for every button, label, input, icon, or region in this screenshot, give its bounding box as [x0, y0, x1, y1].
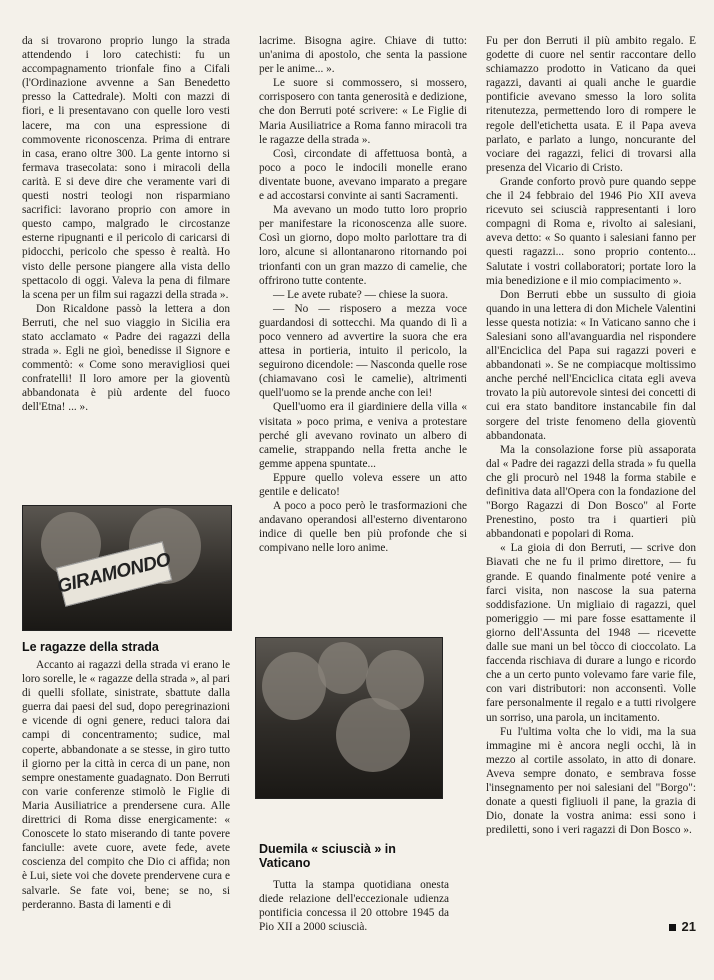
- child-figure: [336, 698, 410, 772]
- paragraph: Fu per don Berruti il più ambito regalo. E godette di cuore nel sentir raccontare dello schiamazzo prodotto in Vaticano da quei ragazzi, davanti ai quali anche le guardie pontificie avevano smesso la loro solita ritenutezza, permettendo loro di rompere le regole dell'etichetta usata. E il Papa aveva parlato, e parlato a lungo, noncurante del vociare dei ragazzi, felici di trovarsi alla presenza del Vicario di Cristo.: [486, 35, 696, 174]
- paragraph: Ma la consolazione forse più assaporata dal « Padre dei ragazzi della strada » fu quella che gli procurò nel 1948 la forma stabile e definitiva data all'Opera con la fondazione del "Borgo Ragazzi di Don Bosco" al Forte Prenestino, posto tra i quartieri più abbandonati e popolari di Roma.: [486, 443, 696, 541]
- paragraph: Ma avevano un modo tutto loro proprio per manifestare la riconoscenza alle suore. Così un giorno, dopo molto parlottare tra di loro, alcune si allontanarono ritornando poi trionfanti con un gran mazzo di camelie, che offrirono tutte contente.: [259, 204, 467, 287]
- section-heading: Le ragazze della strada: [22, 640, 159, 654]
- paragraph: Grande conforto provò pure quando seppe che il 24 febbraio del 1946 Pio XII aveva ricevuto sei sciuscià rappresentanti i loro compagni di Roma e, rivolto ai salesiani, aveva detto: « So quanto i salesiani fanno per questi ragazzi... sono proprio contento... Salutate i vostri collaboratori; portate loro la mia benedizione e il mio compiacimento ».: [486, 175, 696, 287]
- newspaper-sign: GIRAMONDO: [56, 541, 172, 606]
- paragraph: A poco a poco però le trasformazioni che andavano operandosi all'esterno diventarono indice di quelle ben più profonde che si compivano nelle loro anime.: [259, 500, 467, 555]
- column-middle-section: [259, 878, 449, 934]
- photo-boys-newspaper: [22, 505, 232, 631]
- paragraph: Tutta la stampa quotidiana onesta diede relazione dell'eccezionale udienza pontificia concessa il 20 ottobre 1945 da Pio XII a 2000 sciuscià.: [259, 879, 449, 934]
- paragraph: Eppure quello voleva essere un atto gentile e delicato!: [259, 471, 467, 498]
- paragraph: lacrime. Bisogna agire. Chiave di tutto: un'anima di apostolo, che senta la passione per le anime... ».: [259, 35, 467, 76]
- paragraph: Le suore si commossero, si mossero, corrisposero con tanta generosità e dedizione, che don Berruti poté scrivere: « Le Figlie di Maria Ausiliatrice a Roma fanno miracoli tra le ragazze della strada ».: [259, 77, 467, 146]
- child-figure: [318, 642, 368, 694]
- paragraph: Accanto ai ragazzi della strada vi erano le loro sorelle, le « ragazze della strada », al pari di quelli sfollate, sinistrate, sbattute dalla guerra dai paesi del sud, dopo peregrinazioni e vicende di ogni genere, reduci talora dai campi di concentramento; sudice, mal coperte, abbandonate a se stesse, in giro tutto il giorno per la città in cerca di un pane, non sempre onestamente guadagnato. Don Berruti con varie conferenze stimolò le Figlie di Maria Ausiliatrice a prendersene cura. Alle direttrici di Roma disse energicamente: « Conoscete lo stato miserando di tante povere fanciulle: avete cuore, avete fede, avete coscienza del compito che Dio ci affida; non è Lui, siete voi che dovete prendervene cura e salvarle. Se fate voi, bene; se no, si perderanno. Basta di lamenti e di: [22, 659, 230, 911]
- column-right: [486, 34, 696, 837]
- page-number: [669, 919, 696, 934]
- column-middle: [259, 34, 467, 555]
- paragraph: Così, circondate di affettuosa bontà, a poco a poco le indocili monelle erano diventate buone, avevano imparato a pregare e ad accostarsi convinte ai santi Sacramenti.: [259, 147, 467, 203]
- paragraph: Don Ricaldone passò la lettera a don Berruti, che nel suo viaggio in Sicilia era stato acclamato « Padre dei ragazzi della strada ». Egli ne gioì, benedisse il Signore e commentò: « Come sono meravigliosi quei confratelli! Il loro amore per la gioventù abbandonata è più ardente del fuoco dell'Etna! ... ».: [22, 302, 230, 414]
- child-figure: [262, 652, 326, 720]
- paragraph: Don Berruti ebbe un sussulto di gioia quando in una lettera di don Michele Valentini lesse questa notizia: « In Vaticano sanno che i Salesiani sono all'avanguardia nel rispondere all'Enciclica del Papa sui ragazzi poveri e abbandonati ». Se ne compiacque moltissimo anche perché nell'Enciclica citata egli aveva trovato la più autorevole sintesi dei concetti di cui era stato banditore instancabile fin dal sorgere del triste fenomeno della gioventù abbandonata.: [486, 288, 696, 442]
- paragraph: da si trovarono proprio lungo la strada attendendo i loro catechisti: fu un accompagnamento trionfale fino a Cifali (l'Ordinazione avvenne a San Benedetto presso la Cattedrale). Molti con mazzi di fiori, e li presentavano con quelle loro vesti lacere, ma con una espressione di commovente riconoscenza. Prima di entrare in casa, erano oltre 300. La gente intorno si fermava trasecolata: sono i miracoli della carità. E si deve dire che veramente vari di questi nostri teologi non risparmiano sacrifici: lavorano proprio con amore in questo campo, malgrado le circostanze esterne ripugnanti e il pericolo di caricarsi di pidocchi, pericolo che spesso è realtà. Ho visto delle persone piangere alla vista dello spettacolo di oggi. Valeva la pena di filmare la scena per un film sui ragazzi della strada ».: [22, 35, 230, 301]
- photo-children-eating: [255, 637, 443, 799]
- square-bullet-icon: [669, 924, 676, 931]
- page-number-text: 21: [681, 919, 696, 934]
- paragraph: — No — risposero a mezza voce guardandosi di sottecchi. Ma quando di lì a poco vennero ad avvertire la suora che era attesa in portieria, intuito il pericolo, la seguirono dicendole: — Nasconda quelle rose (chiamavano così le camelie), altrimenti quell'uomo se la prende anche con lei!: [259, 302, 467, 400]
- section-heading: Duemila « sciuscià » in Vaticano: [259, 842, 396, 870]
- column-left-section: [22, 658, 230, 912]
- paragraph: « La gioia di don Berruti, — scrive don Biavati che ne fu il primo direttore, — fu grande. E quando finalmente poté venire a farci visita, non nascose la sua paterna soddisfazione. Un migliaio di ragazzi, quel pomeriggio — mi pare fosse esattamente il giorno dell'Assunta del 1948 — ricevette dalle sue mani un bel tòcco di cioccolato. La faccenda rischiava di durare a lungo e ricordo che a un certo punto volevamo fare varie file, con vari distributori: non acconsentì. Volle fare personalmente il regalo e a tutti rivolgere un sorriso, una parola, un incitamento.: [486, 542, 696, 724]
- paragraph: Fu l'ultima volta che lo vidi, ma la sua immagine mi è ancora negli occhi, là in mezzo al cortile assolato, in atto di donare. Aveva sempre donato, e sembrava fosse l'insegnamento per noi salesiani del "Borgo": donate a questi figliuoli il pane, la grazia di Dio, donate la vostra anima: essi sono i prediletti, sono i veri ragazzi di Don Bosco ».: [486, 725, 696, 837]
- paragraph: — Le avete rubate? — chiese la suora.: [273, 288, 449, 301]
- paragraph: Quell'uomo era il giardiniere della villa « visitata » poco prima, e veniva a protestare perché gli avevano rovinato un albero di camelie, strappando nella fretta anche le gemme appena spuntate...: [259, 401, 467, 470]
